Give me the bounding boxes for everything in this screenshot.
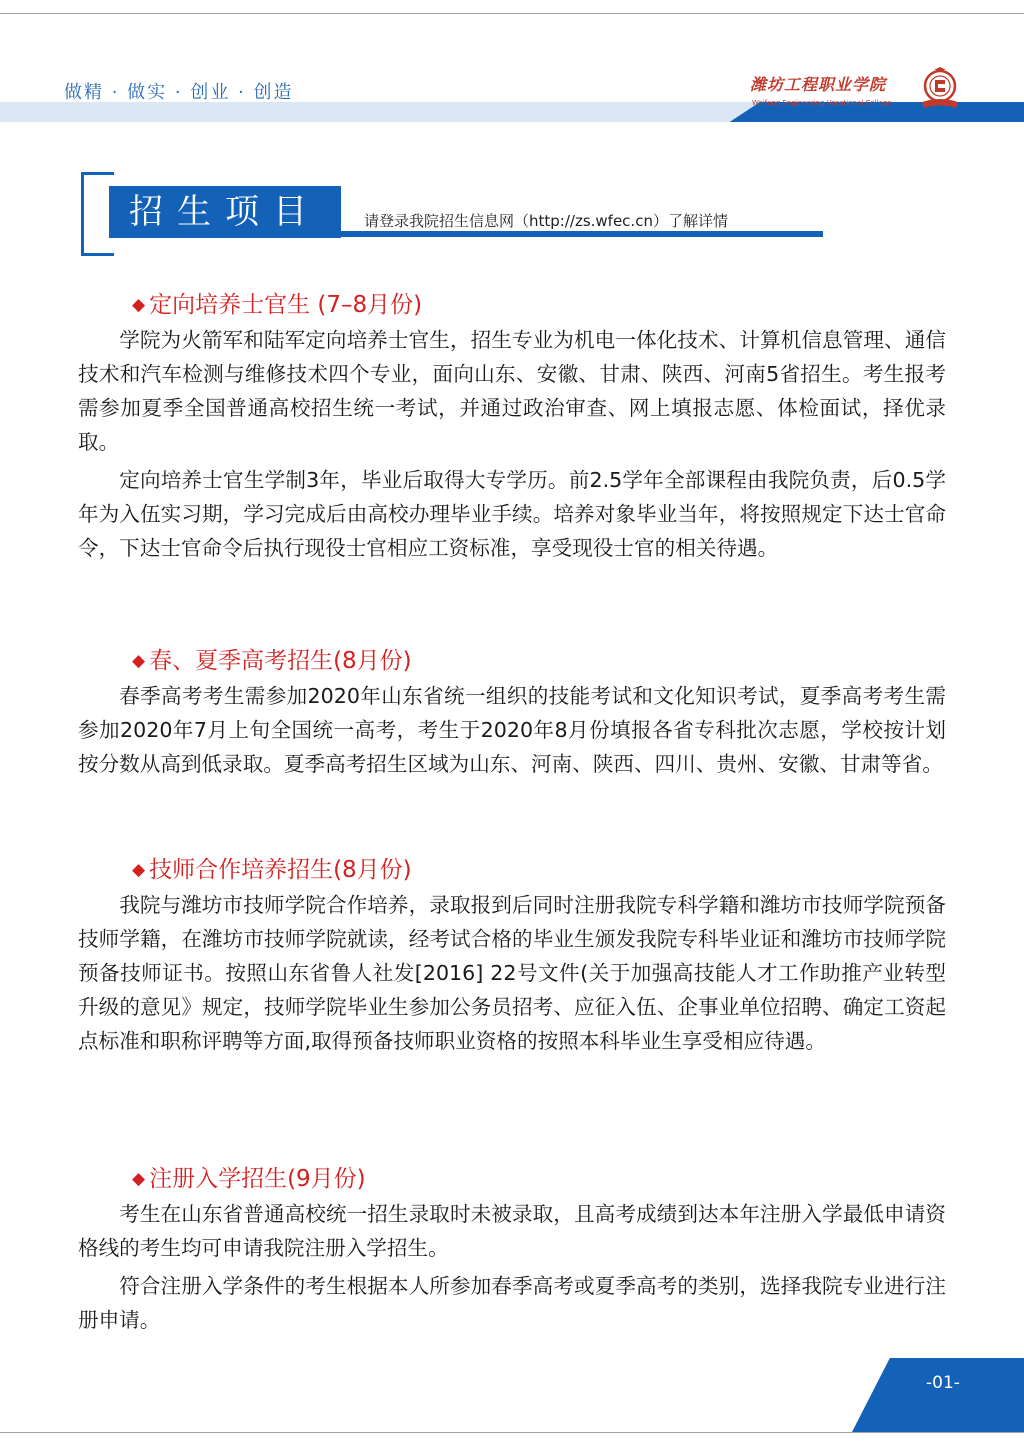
section-paragraph: 我院与潍坊市技师学院合作培养，录取报到后同时注册我院专科学籍和潍坊市技师学院预备技师学籍，在潍坊市技师学院就读，经考试合格的毕业生颁发我院专科毕业证和潍坊市技师学院预备技师证书。按照山东省鲁人社发[2016] 22号文件(关于加强高技能人才工作助推产业转型升级的意见》规定，技师学院毕业生参加公务员招考、应征入伍、企事业单位招聘、确定工资起点标准和职称评聘等方面,取得预备技师职业资格的按照本科毕业生享受相应待遇。 [78, 893, 946, 1053]
logo-chinese-name: 潍坊工程职业学院 [750, 75, 887, 94]
page-number: -01- [926, 1373, 960, 1393]
section-heading-gaokao: ◆ 春、夏季高考招生(8月份) [132, 648, 412, 674]
diamond-bullet-icon: ◆ [132, 860, 146, 880]
section-paragraph: 学院为火箭军和陆军定向培养士官生，招生专业为机电一体化技术、计算机信息管理、通信技术和汽车检测与维修技术四个专业，面向山东、安徽、甘肃、陕西、河南5省招生。考生报考需参加夏季全国普通高校招生统一考试，并通过政治审查、网上填报志愿、体检面试，择优录取。 [78, 328, 946, 454]
diamond-bullet-icon: ◆ [132, 651, 146, 671]
logo-english-name: Weifang Engineering Vocational College [752, 99, 892, 107]
section-paragraph: 定向培养士官生学制3年，毕业后取得大专学历。前2.5学年全部课程由我院负责，后0.5学年为入伍实习期，学习完成后由高校办理毕业手续。培养对象毕业当年，将按照规定下达士官命令，下达士官命令后执行现役士官相应工资标准，享受现役士官的相关待遇。 [78, 468, 946, 560]
section-paragraph: 春季高考考生需参加2020年山东省统一组织的技能考试和文化知识考试，夏季高考考生需参加2020年7月上旬全国统一高考，考生于2020年8月份填报各省专科批次志愿，学校按计划按分数从高到低录取。夏季高考招生区域为山东、河南、陕西、四川、贵州、安徽、甘肃等省。 [78, 684, 946, 776]
section-paragraph: 符合注册入学条件的考生根据本人所参加春季高考或夏季高考的类别，选择我院专业进行注册申请。 [78, 1274, 946, 1332]
section-paragraph: 考生在山东省普通高校统一招生录取时未被录取，且高考成绩到达本年注册入学最低申请资格线的考生均可申请我院注册入学招生。 [78, 1202, 946, 1260]
top-rule [0, 13, 1024, 14]
header-slogan: 做精 · 做实 · 创业 · 创造 [64, 82, 294, 103]
section-heading-technician: ◆ 技师合作培养招生(8月份) [132, 857, 412, 883]
bottom-rule [0, 1432, 1024, 1433]
title-underline [341, 231, 823, 237]
page-number-tab [852, 1358, 1024, 1432]
college-logo [750, 66, 975, 116]
diamond-bullet-icon: ◆ [132, 1169, 146, 1189]
diamond-bullet-icon: ◆ [132, 295, 146, 315]
college-emblem-icon [916, 66, 964, 112]
section-heading-sergeant: ◆ 定向培养士官生 (7–8月份) [132, 292, 423, 318]
page-subtitle: 请登录我院招生信息网（http://zs.wfec.cn）了解详情 [364, 212, 728, 230]
section-heading-registration: ◆ 注册入学招生(9月份) [132, 1166, 366, 1192]
page-title: 招生项目 [109, 186, 341, 238]
